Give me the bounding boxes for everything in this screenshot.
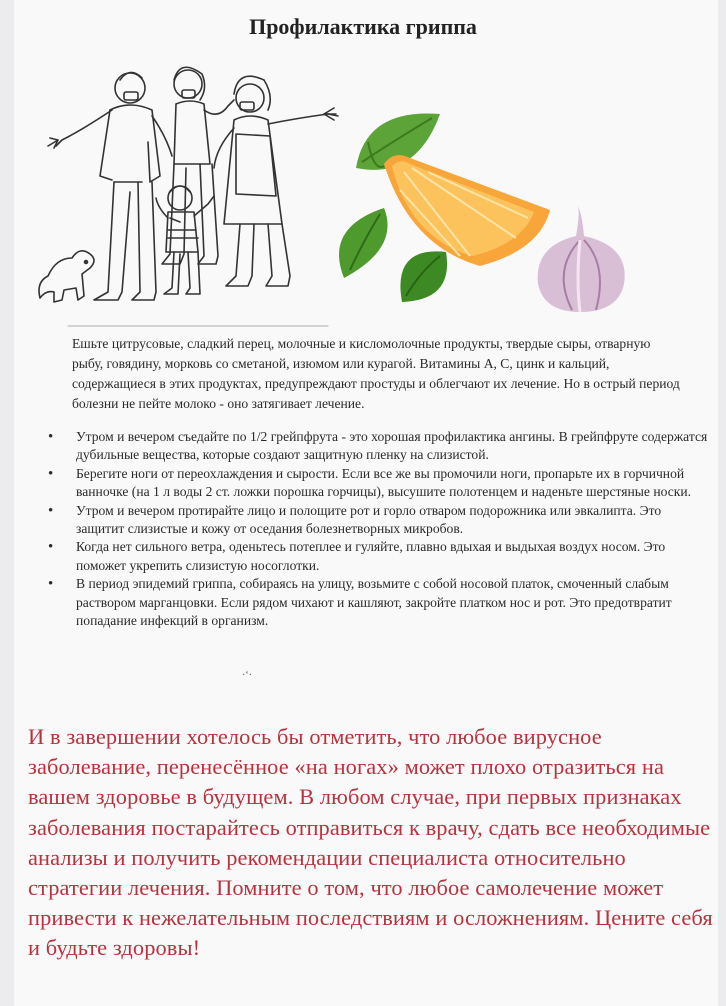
dog-sketch: [39, 251, 94, 302]
scan-speck: ·‘·: [242, 670, 252, 681]
intro-paragraph: Ешьте цитрусовые, сладкий перец, молочные и кисломолочные продукты, твердые сыры, отварную рыбу, говядину, морковь со сметаной, изюмом или курагой. Витамины А, С, цинк и кальций, содержащиеся в этих продуктах, предупреждают простуды и облегчают их лечение. Но в острый период болезни не пейте молоко - оно затягивает лечение.: [72, 336, 680, 411]
list-item: • Когда нет сильного ветра, оденьтесь потеплее и гуляйте, плавно вдыхая и выдыхая воздух носом. Это поможет укрепить слизистую носоглотки.: [72, 538, 712, 575]
list-item: • В период эпидемий гриппа, собираясь на улицу, возьмите с собой носовой платок, смоченный слабым раствором марганцовки. Если рядом чихают и кашляют, закройте платком нос и рот. Это предотвратит попадание инфекций в организм.: [72, 575, 712, 630]
orange-slice-icon: [339, 113, 550, 302]
family-sketch: [39, 67, 338, 326]
list-item: • Берегите ноги от переохлаждения и сырости. Если все же вы промочили ноги, пропарьте их в горчичной ванночке (на 1 л воды 2 ст. ложки порошка горчицы), высушите полотенцем и наденьте шерстяные носки.: [72, 465, 712, 502]
page-title: Профилактика гриппа: [249, 14, 477, 39]
tips-list: [72, 428, 712, 630]
list-item: • Утром и вечером съедайте по 1/2 грейпфрута - это хорошая профилактика ангины. В грейпфруте содержатся дубильные вещества, которые создают защитную пленку на слизистой.: [72, 428, 712, 465]
list-item: • Утром и вечером протирайте лицо и полощите рот и горло отваром подорожника или эвкалипта. Это защитит слизистые и кожу от оседания болезнетворных микробов.: [72, 502, 712, 539]
garlic-icon: [538, 206, 625, 312]
conclusion-paragraph: И в завершении хотелось бы отметить, что любое вирусное заболевание, перенесённое «на ногах» может плохо отразиться на вашем здоровье в будущем. В любом случае, при первых признаках заболевания постарайтесь отправиться к врачу, сдать все необходимые анализы и получить рекомендации специалиста относительно стратегии лечения. Помните о том, что любое самолечение может привести к нежелательным последствиям и осложнениям. Цените себя и будьте здоровы!: [28, 724, 713, 961]
illustration: [28, 58, 678, 328]
